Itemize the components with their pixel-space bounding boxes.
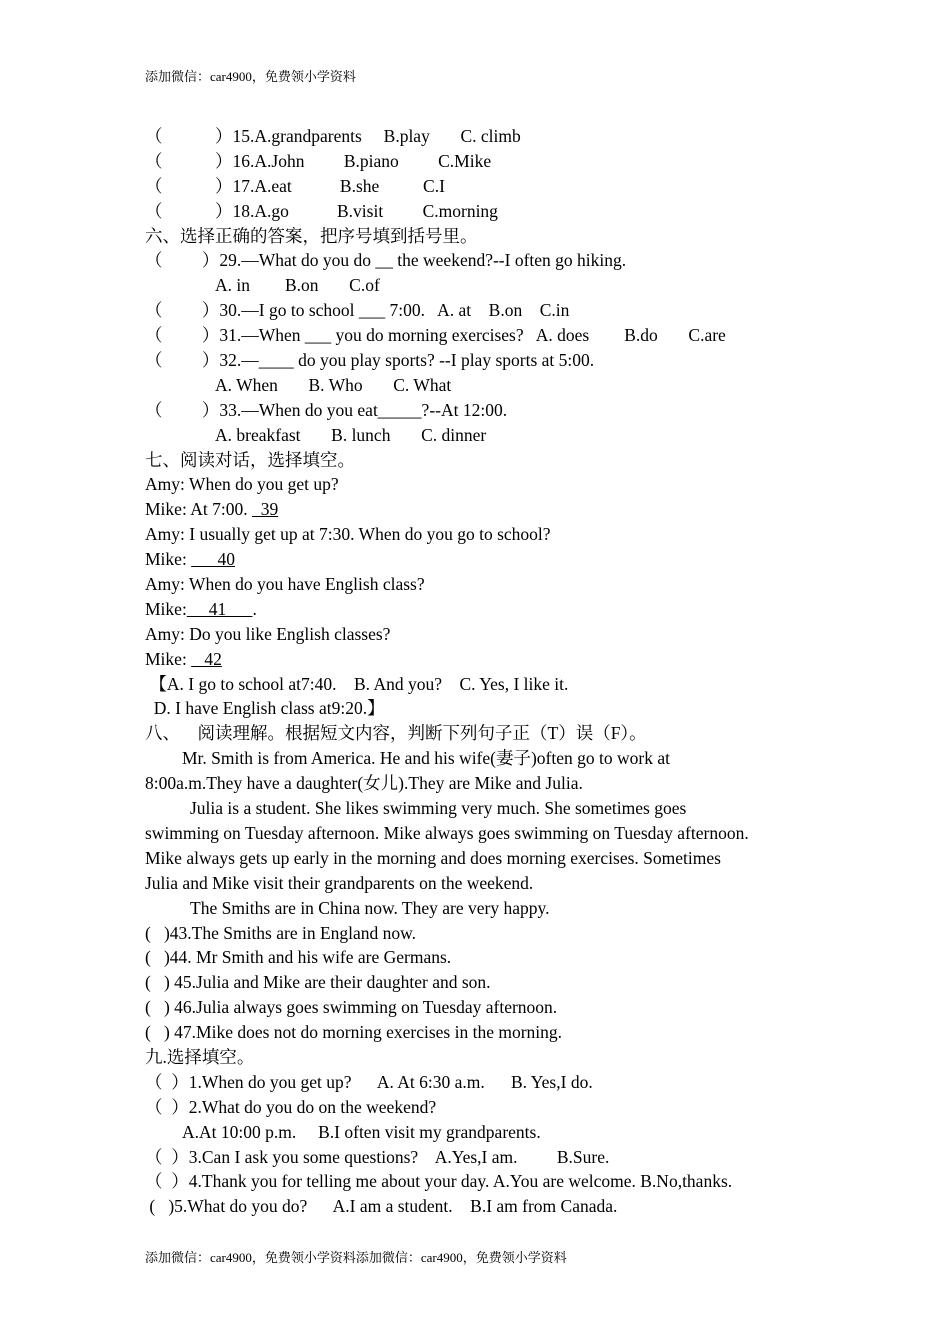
line-text: （ ）29.—What do you do __ the weekend?--I often go hiking.	[145, 250, 627, 271]
line-suffix: .	[252, 598, 257, 619]
text-line	[145, 448, 835, 473]
line-text: Mike:	[145, 549, 192, 570]
line-text: Julia is a student. She likes swimming very much. She sometimes goes	[190, 798, 687, 819]
line-text: 【A. I go to school at7:40. B. And you? C. Yes, I like it.	[145, 673, 569, 694]
line-text: 七、阅读对话，选择填空。	[145, 449, 355, 470]
text-line	[145, 622, 835, 647]
text-line	[145, 497, 835, 522]
line-text: ( )44. Mr Smith and his wife are Germans.	[145, 947, 452, 968]
text-line	[145, 721, 835, 746]
text-line	[145, 871, 835, 896]
text-line	[145, 746, 835, 771]
text-line	[145, 547, 835, 572]
text-line	[145, 846, 835, 871]
line-text: Amy: When do you have English class?	[145, 574, 425, 595]
text-line	[145, 921, 835, 946]
line-text: Amy: I usually get up at 7:30. When do you go to school?	[145, 524, 551, 545]
answer-blank: 41	[186, 598, 253, 619]
text-line	[145, 124, 835, 149]
line-text: Amy: When do you get up?	[145, 474, 339, 495]
line-text: D. I have English class at9:20.】	[145, 698, 385, 719]
line-text: ( ) 46.Julia always goes swimming on Tuesday afternoon.	[145, 997, 558, 1018]
text-line	[145, 398, 835, 423]
line-text: （ ）15.A.grandparents B.play C. climb	[145, 126, 521, 146]
line-text: ( )5.What do you do? A.I am a student. B.I am from Canada.	[145, 1196, 618, 1217]
text-line	[145, 1020, 835, 1045]
text-line	[145, 647, 835, 672]
line-text: （ ）1.When do you get up? A. At 6:30 a.m. B. Yes,I do.	[145, 1071, 593, 1092]
line-text: （ ）30.—I go to school ___ 7:00. A. at B.on C.in	[145, 300, 570, 321]
text-line	[145, 597, 835, 622]
text-line	[145, 771, 835, 796]
line-text: ( )43.The Smiths are in England now.	[145, 922, 417, 943]
line-text: （ ）16.A.John B.piano C.Mike	[145, 150, 492, 171]
text-line	[145, 1145, 835, 1170]
text-line	[145, 348, 835, 373]
text-line	[145, 373, 835, 398]
line-text: A. in B.on C.of	[215, 275, 380, 296]
text-line	[145, 423, 835, 448]
line-text: Mike:	[145, 648, 192, 669]
text-line	[145, 224, 835, 249]
text-line	[145, 273, 835, 298]
page-footer: 添加微信：car4900，免费领小学资料添加微信：car4900，免费领小学资料	[145, 1250, 567, 1265]
line-text: swimming on Tuesday afternoon. Mike always goes swimming on Tuesday afternoon.	[145, 822, 749, 843]
text-line	[145, 1095, 835, 1120]
line-text: 八、 阅读理解。根据短文内容，判断下列句子正（T）误（F）。	[145, 723, 647, 744]
answer-blank: 42	[191, 648, 222, 669]
line-text: Mr. Smith is from America. He and his wife(妻子)often go to work at	[182, 748, 670, 769]
text-line	[145, 472, 835, 497]
text-line	[145, 323, 835, 348]
line-text: 九.选择填空。	[145, 1046, 255, 1067]
answer-blank: 40	[191, 549, 235, 570]
line-text: ( ) 45.Julia and Mike are their daughter and son.	[145, 972, 491, 993]
text-line	[145, 522, 835, 547]
line-text: Mike:	[145, 598, 187, 619]
text-line	[145, 1070, 835, 1095]
text-line	[145, 1194, 835, 1219]
text-line	[145, 995, 835, 1020]
text-line	[145, 1045, 835, 1070]
text-line	[145, 1120, 835, 1145]
text-line	[145, 896, 835, 921]
line-text: （ ）4.Thank you for telling me about your day. A.You are welcome. B.No,thanks.	[145, 1171, 733, 1192]
line-text: A. breakfast B. lunch C. dinner	[215, 424, 487, 445]
answer-blank: 39	[251, 499, 279, 520]
document-body	[145, 124, 835, 1219]
line-text: Mike: At 7:00.	[145, 499, 252, 520]
text-line	[145, 199, 835, 224]
line-text: The Smiths are in China now. They are very happy.	[190, 897, 550, 918]
line-text: A. When B. Who C. What	[215, 374, 452, 395]
line-text: （ ）18.A.go B.visit C.morning	[145, 200, 498, 221]
text-line	[145, 572, 835, 597]
text-line	[145, 1169, 835, 1194]
text-line	[145, 821, 835, 846]
text-line	[145, 298, 835, 323]
line-text: （ ）33.—When do you eat_____?--At 12:00.	[145, 399, 508, 420]
line-text: 六、选择正确的答案，把序号填到括号里。	[145, 225, 478, 246]
line-text: A.At 10:00 p.m. B.I often visit my grandparents.	[182, 1121, 541, 1142]
line-text: 8:00a.m.They have a daughter(女儿).They are Mike and Julia.	[145, 773, 583, 794]
line-text: （ ）3.Can I ask you some questions? A.Yes,I am. B.Sure.	[145, 1146, 610, 1167]
text-line	[145, 248, 835, 273]
line-text: （ ）17.A.eat B.she C.I	[145, 175, 445, 196]
text-line	[145, 672, 835, 697]
text-line	[145, 696, 835, 721]
line-text: Amy: Do you like English classes?	[145, 623, 391, 644]
text-line	[145, 174, 835, 199]
line-text: （ ）2.What do you do on the weekend?	[145, 1096, 437, 1117]
line-text: Julia and Mike visit their grandparents on the weekend.	[145, 872, 534, 893]
page-header: 添加微信：car4900，免费领小学资料	[145, 69, 356, 84]
text-line	[145, 945, 835, 970]
line-text: （ ）32.—____ do you play sports? --I play sports at 5:00.	[145, 350, 595, 371]
line-text: ( ) 47.Mike does not do morning exercises in the morning.	[145, 1022, 563, 1043]
line-text: Mike always gets up early in the morning and does morning exercises. Sometimes	[145, 847, 721, 868]
text-line	[145, 796, 835, 821]
text-line	[145, 149, 835, 174]
line-text: （ ）31.—When ___ you do morning exercises? A. does B.do C.are	[145, 325, 726, 346]
text-line	[145, 970, 835, 995]
